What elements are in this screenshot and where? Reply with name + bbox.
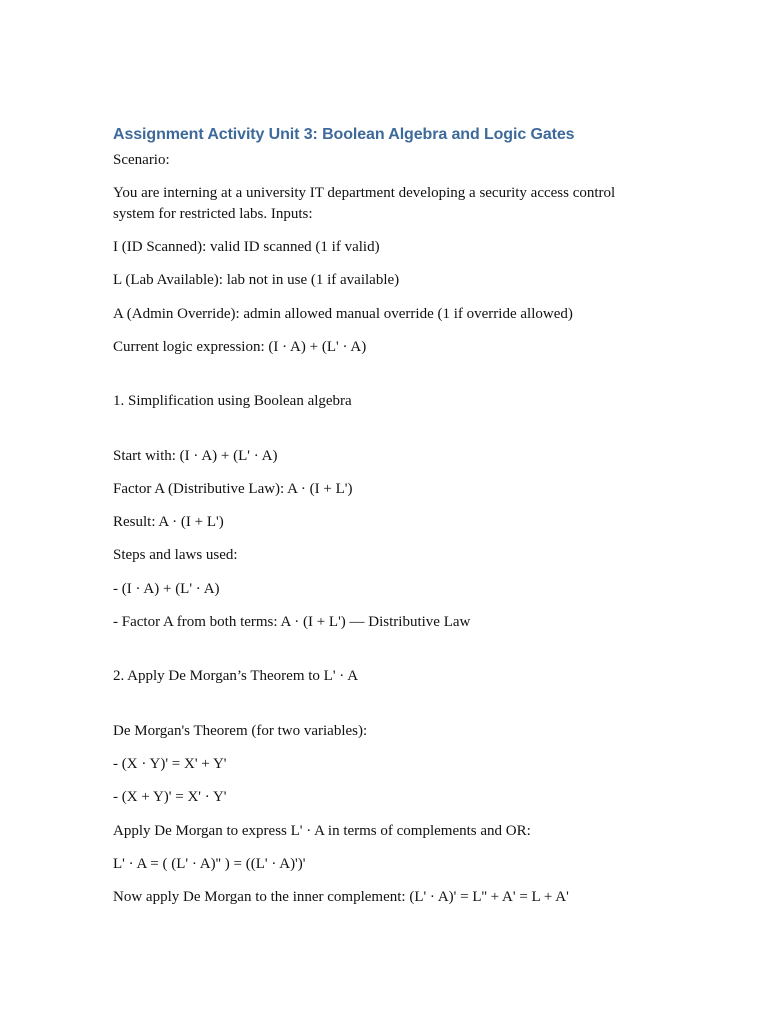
scenario-intro: You are interning at a university IT department developing a security access control system for restricted labs. Inputs: bbox=[113, 185, 616, 222]
section-2-line: Now apply De Morgan to the inner complement: (L' · A)' = L'' + A' = L + A' bbox=[113, 889, 569, 906]
section-2-line: - (X + Y)' = X' · Y' bbox=[113, 789, 227, 806]
document-title: Assignment Activity Unit 3: Boolean Algebra and Logic Gates bbox=[113, 126, 575, 143]
section-1-heading: 1. Simplification using Boolean algebra bbox=[113, 393, 352, 410]
section-1-line: Steps and laws used: bbox=[113, 547, 238, 564]
scenario-label: Scenario: bbox=[113, 152, 170, 168]
blank-line bbox=[113, 700, 653, 721]
section-2-line: De Morgan's Theorem (for two variables): bbox=[113, 722, 368, 739]
section-2-heading: 2. Apply De Morgan’s Theorem to L' · A bbox=[113, 668, 359, 685]
current-expression: Current logic expression: (I · A) + (L' · A) bbox=[113, 338, 367, 355]
section-1-line: Result: A · (I + L') bbox=[113, 514, 224, 531]
input-a-description: A (Admin Override): admin allowed manual override (1 if override allowed) bbox=[113, 305, 573, 322]
section-2-line: Apply De Morgan to express L' · A in terms of complements and OR: bbox=[113, 822, 531, 839]
blank-line bbox=[113, 425, 653, 446]
input-i-description: I (ID Scanned): valid ID scanned (1 if valid) bbox=[113, 239, 380, 256]
blank-line bbox=[113, 370, 653, 391]
document-body bbox=[113, 125, 653, 920]
section-2-line: - (X · Y)' = X' + Y' bbox=[113, 755, 227, 772]
section-2-line: L' · A = ( (L' · A)'' ) = ((L' · A)')' bbox=[113, 855, 306, 872]
section-1-line: Factor A (Distributive Law): A · (I + L') bbox=[113, 480, 353, 497]
section-1-line: - (I · A) + (L' · A) bbox=[113, 580, 220, 597]
section-1-line: Start with: (I · A) + (L' · A) bbox=[113, 447, 278, 464]
input-l-description: L (Lab Available): lab not in use (1 if available) bbox=[113, 272, 400, 289]
blank-line bbox=[113, 645, 653, 666]
section-1-line: - Factor A from both terms: A · (I + L') — Distributive Law bbox=[113, 614, 471, 631]
